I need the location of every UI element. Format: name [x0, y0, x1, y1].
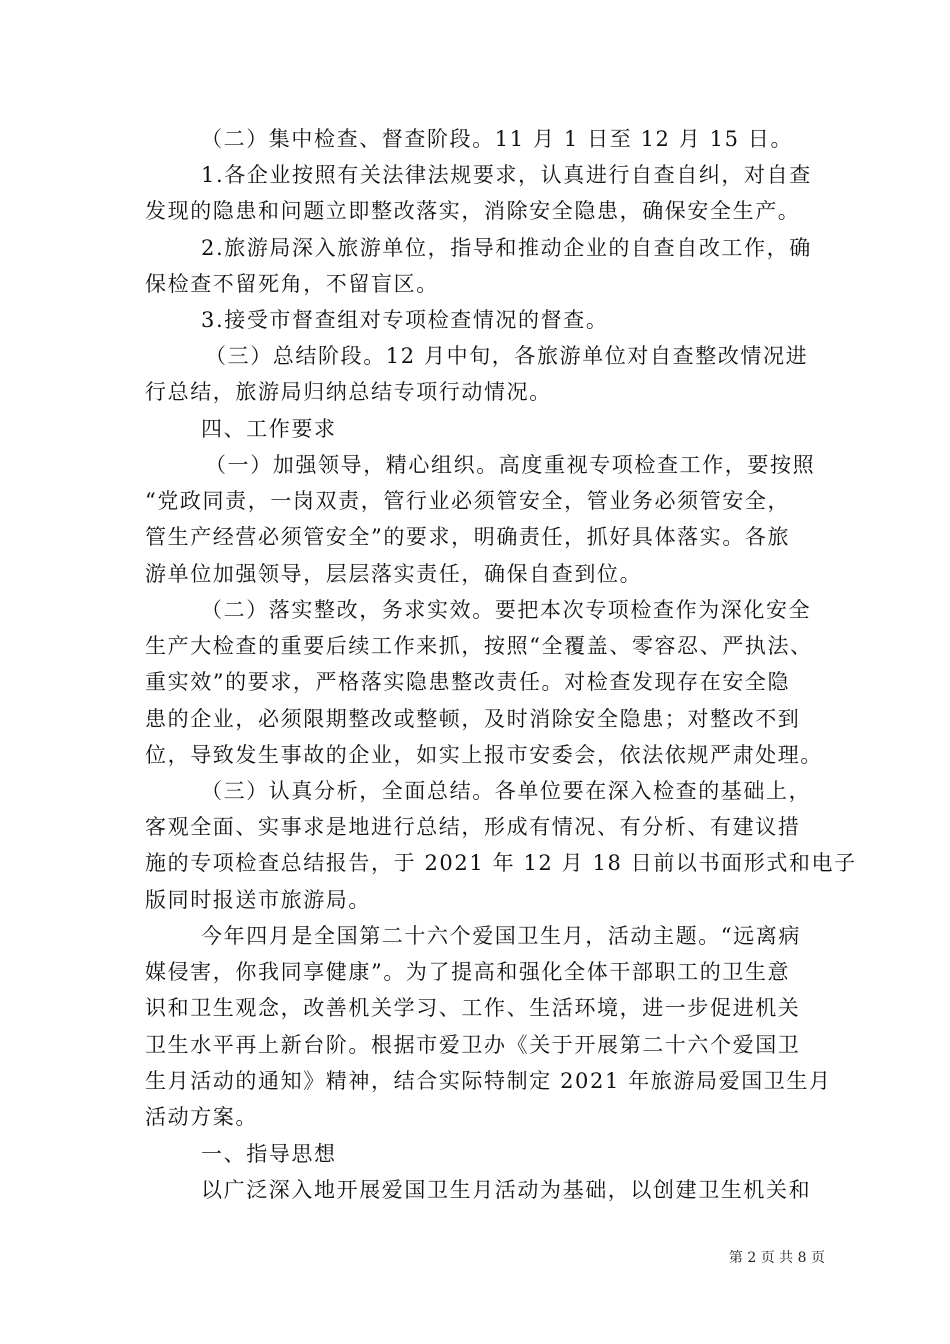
- text-line: （二）落实整改，务求实效。要把本次专项检查作为深化安全: [201, 598, 812, 622]
- text-line: 施的专项检查总结报告，于 2021 年 12 月 18 日前以书面形式和电子: [145, 851, 857, 876]
- text-line: 患的企业，必须限期整改或整顿，及时消除安全隐患；对整改不到: [145, 706, 801, 731]
- text-line: （一）加强领导，精心组织。高度重视专项检查工作，要按照: [205, 453, 816, 477]
- paragraph: [145, 302, 825, 338]
- paragraph: [145, 121, 825, 157]
- text-line: 3.接受市督查组对专项检查情况的督查。: [201, 308, 609, 332]
- text-line: 游单位加强领导，层层落实责任，确保自查到位。: [145, 561, 643, 586]
- paragraph: [145, 447, 825, 592]
- page-number-footer: 第 2 页 共 8 页: [728, 1250, 825, 1266]
- section-heading: [145, 1136, 825, 1172]
- text-line: 生月活动的通知》精神，结合实际特制定 2021 年旅游局爱国卫生月: [145, 1068, 832, 1093]
- paragraph: [145, 338, 825, 410]
- paragraph: [145, 157, 825, 229]
- text-line: 活动方案。: [145, 1104, 258, 1129]
- text-line: 一、指导思想: [201, 1142, 337, 1166]
- paragraph: [145, 230, 825, 302]
- text-line: 发现的隐患和问题立即整改落实，消除安全隐患，确保安全生产。: [145, 199, 801, 224]
- text-line: 四、工作要求: [201, 417, 337, 441]
- text-line: 2.旅游局深入旅游单位，指导和推动企业的自查自改工作，确: [201, 236, 812, 260]
- text-line: 管生产经营必须管安全”的要求，明确责任，抓好具体落实。各旅: [145, 525, 791, 550]
- text-line: （三）认真分析，全面总结。各单位要在深入检查的基础上，: [201, 779, 812, 803]
- text-line: 保检查不留死角，不留盲区。: [145, 272, 439, 297]
- text-line: 以广泛深入地开展爱国卫生月活动为基础，以创建卫生机关和: [201, 1178, 812, 1202]
- text-line: 行总结，旅游局归纳总结专项行动情况。: [145, 380, 552, 405]
- text-line: 1.各企业按照有关法律法规要求，认真进行自查自纠，对自查: [201, 163, 812, 187]
- text-line: 生产大检查的重要后续工作来抓，按照“全覆盖、零容忍、严执法、: [145, 634, 813, 659]
- paragraph: [145, 773, 857, 918]
- paragraph: [145, 918, 832, 1135]
- text-line: “党政同责，一岗双责，管行业必须管安全，管业务必须管安全，: [145, 489, 791, 514]
- text-line: 重实效”的要求，严格落实隐患整改责任。对检查发现存在安全隐: [145, 670, 791, 695]
- text-line: （三）总结阶段。12 月中旬，各旅游单位对自查整改情况进: [205, 344, 809, 368]
- section-heading: [145, 411, 825, 447]
- text-line: （二）集中检查、督查阶段。11 月 1 日至 12 月 15 日。: [201, 127, 794, 151]
- paragraph: [145, 1172, 825, 1208]
- text-line: 位，导致发生事故的企业，如实上报市安委会，依法依规严肃处理。: [145, 742, 823, 767]
- text-line: 今年四月是全国第二十六个爱国卫生月，活动主题。“远离病: [201, 924, 801, 948]
- text-line: 卫生水平再上新台阶。根据市爱卫办《关于开展第二十六个爱国卫: [145, 1032, 801, 1057]
- paragraph: [145, 592, 825, 773]
- text-line: 识和卫生观念，改善机关学习、工作、生活环境，进一步促进机关: [145, 996, 801, 1021]
- text-line: 版同时报送市旅游局。: [145, 887, 371, 912]
- text-line: 客观全面、实事求是地进行总结，形成有情况、有分析、有建议措: [145, 815, 801, 840]
- text-line: 媒侵害，你我同享健康”。为了提高和强化全体干部职工的卫生意: [145, 960, 791, 985]
